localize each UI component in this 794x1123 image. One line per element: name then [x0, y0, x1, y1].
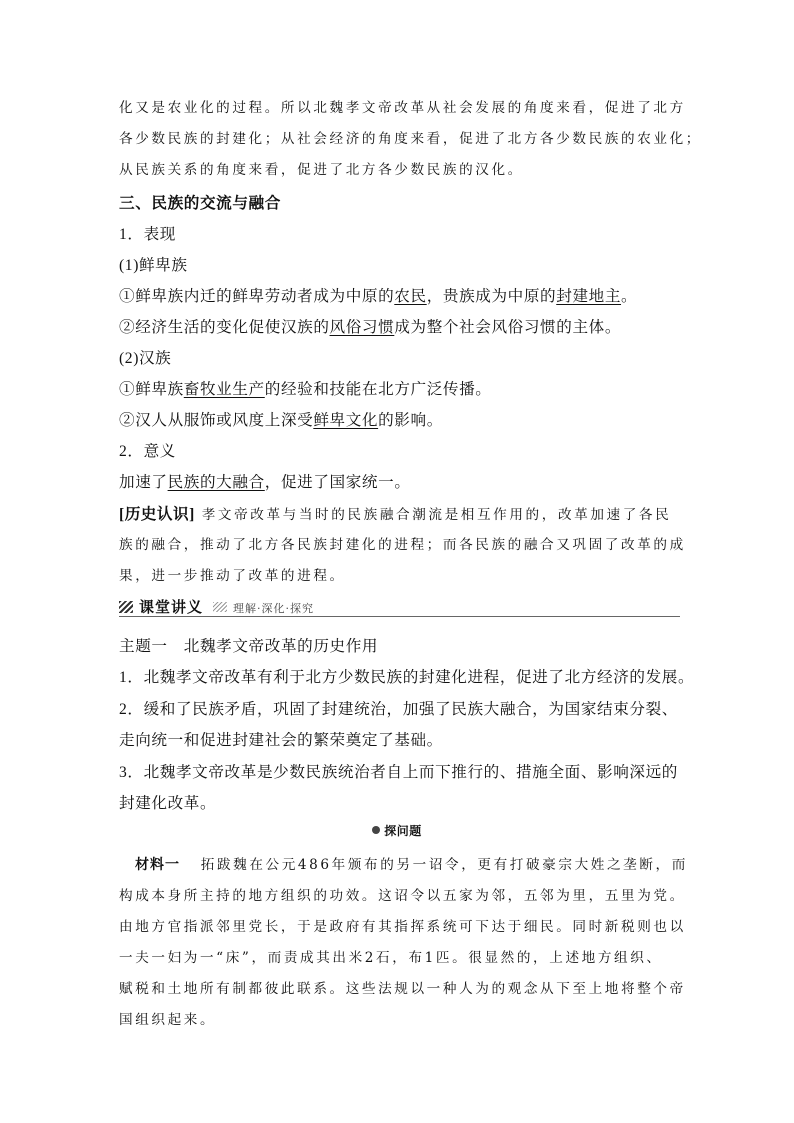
answer-blank: 农民	[394, 288, 427, 305]
answer-blank: 风俗习惯	[329, 319, 395, 336]
history-note-label: [历史认识]	[119, 506, 195, 523]
topic-point-1: 1．北魏孝文帝改革有利于北方少数民族的封建化进程，促进了北方经济的发展。	[119, 669, 695, 686]
answer-blank: 鲜卑文化	[313, 412, 379, 429]
probe-heading	[0, 822, 794, 840]
section-bar-title: 课堂讲义	[139, 598, 204, 616]
topic-point-3a: 3．北魏孝文帝改革是少数民族统治者自上而下推行的、措施全面、影响深远的	[119, 764, 678, 781]
material-line-4: 一夫一妇为一“床”，而责成其出米2石，布1匹。很显然的，上述地方组织、	[119, 950, 663, 966]
topic-point-2b: 走向统一和促进封建社会的繁荣奠定了基础。	[119, 732, 443, 749]
stripe-small-icon	[213, 602, 227, 612]
item-heading-1: 1．表现	[119, 226, 176, 243]
bullet-dot-icon	[372, 826, 380, 834]
stripe-icon	[119, 601, 133, 613]
paragraph-xianbei-1: ①鲜卑族内迁的鲜卑劳动者成为中原的农民，贵族成为中原的封建地主。	[119, 288, 638, 305]
intro-line-2: 各少数民族的封建化；从社会经济的角度来看，促进了北方各少数民族的农业化；	[119, 131, 702, 147]
paragraph-han-2: ②汉人从服饰或风度上深受鲜卑文化的影响。	[119, 412, 443, 429]
material-label: 材料一	[135, 857, 180, 873]
subheading-han: (2)汉族	[119, 350, 172, 367]
probe-label: 探问题	[384, 824, 422, 838]
material-line-1: 材料一 拓跋魏在公元486年颁布的另一诏令，更有打破豪宗大姓之垄断，而	[135, 857, 688, 873]
intro-line-1: 化又是农业化的过程。所以北魏孝文帝改革从社会发展的角度来看，促进了北方	[119, 100, 686, 116]
history-note-line-3: 果，进一步推动了改革的进程。	[119, 568, 346, 584]
topic-point-2a: 2．缓和了民族矛盾，巩固了封建统治，加强了民族大融合，为国家结束分裂、	[119, 701, 678, 718]
intro-line-3: 从民族关系的角度来看，促进了北方各少数民族的汉化。	[119, 162, 524, 178]
section-bar-subtitle: 理解·深化·探究	[233, 602, 315, 615]
topic-heading: 主题一 北魏孝文帝改革的历史作用	[119, 638, 379, 655]
section-bar	[119, 596, 314, 616]
section-divider	[119, 616, 680, 617]
material-line-3: 由地方官指派邻里党长，于是政府有其指挥系统可下达于细民。同时新税则也以	[119, 919, 686, 935]
subheading-xianbei: (1)鲜卑族	[119, 257, 188, 274]
answer-blank: 畜牧业生产	[183, 381, 265, 398]
paragraph-han-1: ①鲜卑族畜牧业生产的经验和技能在北方广泛传播。	[119, 381, 492, 398]
topic-point-3b: 封建化改革。	[119, 795, 217, 812]
material-line-2: 构成本身所主持的地方组织的功效。这诏令以五家为邻，五邻为里，五里为党。	[119, 888, 686, 904]
answer-blank: 民族的大融合	[167, 474, 265, 491]
material-line-6: 国组织起来。	[119, 1012, 217, 1028]
history-note-line-2: 族的融合，推动了北方各民族封建化的进程；而各民族的融合又巩固了改革的成	[119, 537, 686, 553]
paragraph-xianbei-2: ②经济生活的变化促使汉族的风俗习惯成为整个社会风俗习惯的主体。	[119, 319, 622, 336]
answer-blank: 封建地主	[556, 288, 622, 305]
section-heading: 三、民族的交流与融合	[119, 195, 281, 212]
history-note-line-1: [历史认识] 孝文帝改革与当时的民族融合潮流是相互作用的，改革加速了各民	[119, 506, 672, 523]
material-line-5: 赋税和土地所有制都彼此联系。这些法规以一种人为的观念从下至上地将整个帝	[119, 981, 686, 997]
item-heading-2: 2．意义	[119, 443, 176, 460]
paragraph-significance: 加速了民族的大融合，促进了国家统一。	[119, 474, 411, 491]
